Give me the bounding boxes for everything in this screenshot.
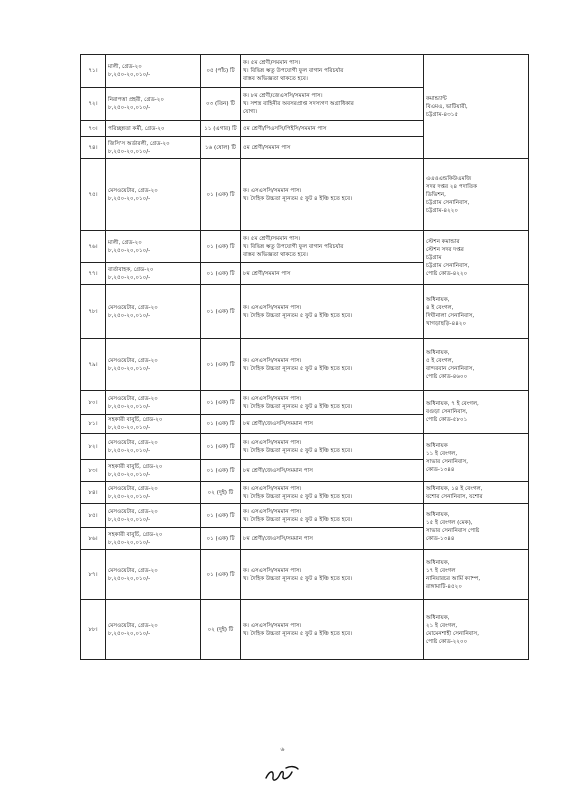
serial-cell: ৮৫। — [81, 504, 106, 528]
post-cell: মেসওয়েটার, গ্রেড-২০ ৮,২৫০-২০,০১০/- — [106, 550, 201, 600]
address-cell: অধিনায়ক, ৭ ই বেংগল, বগুড়া সেনানিবাস, পোষ্ট কোড-৫৮০১ — [424, 391, 529, 434]
address-cell: অধিনায়ক, ১৫ ই বেংগল (মেক), সাভার সেনানিবাস পোষ্ট কোড-১৩৪৪ — [424, 504, 529, 550]
post-cell: পরিচ্ছন্নতা কর্মী, গ্রেড-২০ — [106, 121, 201, 137]
post-cell: মেসওয়েটার, গ্রেড-২০ ৮,২৫০-২০,০১০/- — [106, 285, 201, 339]
address-cell: অধিনায়ক, ১৭ ই বেংগল নানিয়ারচর আর্মি ক্যাম্প, রাঙ্গামাটি-৪৫২০ — [424, 550, 529, 600]
address-cell: অধিনায়ক, ৪ ই বেংগল, দিঘীনালা সেনানিবাস, খাগড়াছড়ি-৪৪২০ — [424, 285, 529, 339]
table-row — [81, 391, 529, 415]
qualification-cell: ক। এসএসসি/সমমান পাস। খ। দৈহিক উচ্চতা ন্যূনতম ৫ ফুট ৪ ইঞ্চি হতে হবে। — [241, 285, 424, 339]
count-cell: ০১ (এক) টি — [201, 434, 241, 460]
count-cell: ০১ (এক) টি — [201, 231, 241, 263]
table-row — [81, 482, 529, 504]
count-cell: ০৫ (পাঁচ) টি — [201, 55, 241, 88]
serial-cell: ৭৪। — [81, 137, 106, 159]
qualification-cell: ক। এসএসসি/সমমান পাস। খ। দৈহিক উচ্চতা ন্যূনতম ৫ ফুট ৪ ইঞ্চি হতে হবে। — [241, 339, 424, 391]
qualification-cell: ৮ম শ্রেণী/জেএসসি/সমমান পাস — [241, 528, 424, 550]
address-cell: অধিনায়ক, ১৪ ই বেংগল, যশোর সেনানিবাস, যশোর — [424, 482, 529, 504]
post-cell: মেসওয়েটার, গ্রেড-২০ ৮,২৫০-২০,০১০/- — [106, 600, 201, 660]
recruitment-table — [80, 54, 529, 660]
count-cell: ০১ (এক) টি — [201, 415, 241, 434]
qualification-cell: ক। ৫ম শ্রেণী/সমমান পাস। খ। বিভিন্ন ঋতু উপযোগী ফুল বাগান পরিচর্যার বাস্তব অভিজ্ঞতা থাকতে হবে। — [241, 231, 424, 263]
count-cell: ০১ (এক) টি — [201, 159, 241, 231]
post-cell: মেসওয়েটার, গ্রেড-২০ ৮,২৫০-২০,০১০/- — [106, 339, 201, 391]
count-cell: ০২ (দুই) টি — [201, 600, 241, 660]
qualification-cell: ক। এসএসসি/সমমান পাস। খ। দৈহিক উচ্চতা ন্যূনতম ৫ ফুট ৪ ইঞ্চি হতে হবে। — [241, 159, 424, 231]
serial-cell: ৭৭। — [81, 263, 106, 285]
serial-cell: ৭৫। — [81, 159, 106, 231]
count-cell: ০৩ (তিন) টি — [201, 88, 241, 121]
serial-cell: ৭৯। — [81, 339, 106, 391]
count-cell: ০১ (এক) টি — [201, 528, 241, 550]
address-cell: কমান্ড্যান্ট বিএমএ, ভাটিয়ারী, চট্টগ্রাম-৪৩১৫ — [424, 55, 529, 159]
qualification-cell: ক। এসএসসি/সমমান পাস। খ। দৈহিক উচ্চতা ন্যূনতম ৫ ফুট ৪ ইঞ্চি হতে হবে। — [241, 550, 424, 600]
count-cell: ০১ (এক) টি — [201, 263, 241, 285]
serial-cell: ৭২। — [81, 88, 106, 121]
qualification-cell: ক। এসএসসি/সমমান পাস। খ। দৈহিক উচ্চতা ন্যূনতম ৫ ফুট ৪ ইঞ্চি হতে হবে। — [241, 391, 424, 415]
serial-cell: ৮১। — [81, 415, 106, 434]
address-cell: স্টেশন কমান্ডার স্টেশন সদর দপ্তর চট্টগ্রাম চট্টগ্রাম সেনানিবাস, পোষ্ট কোড-৪২২০ — [424, 231, 529, 285]
qualification-cell: ক। এসএসসি/সমমান পাস। খ। দৈহিক উচ্চতা ন্যূনতম ৫ ফুট ৪ ইঞ্চি হতে হবে। — [241, 600, 424, 660]
table-row — [81, 55, 529, 88]
table-row — [81, 285, 529, 339]
qualification-cell: ৫ম শ্রেণী/সমমান পাস — [241, 137, 424, 159]
post-cell: মেসওয়েটার, গ্রেড-২০ ৮,২৫০-২০,০১০/- — [106, 482, 201, 504]
table-row — [81, 434, 529, 460]
serial-cell: ৮৬। — [81, 528, 106, 550]
qualification-cell: ক। এসএসসি/সমমান পাস। খ। দৈহিক উচ্চতা ন্যূনতম ৫ ফুট ৪ ইঞ্চি হতে হবে। — [241, 504, 424, 528]
qualification-cell: ক। এসএসসি/সমমান পাস। খ। দৈহিক উচ্চতা ন্যূনতম ৫ ফুট ৪ ইঞ্চি হতে হবে। — [241, 482, 424, 504]
table-row — [81, 339, 529, 391]
qualification-cell: ক। ৮ম শ্রেণী/জেএসসি/সমমান পাস। খ। সশস্ত্র বাহিনীর অবসরপ্রাপ্ত সদস্যগণ অগ্রাধিকার যোগ্য। — [241, 88, 424, 121]
page-number: ৬ — [280, 746, 285, 753]
table-row — [81, 159, 529, 231]
serial-cell: ৮৩। — [81, 460, 106, 482]
table-row — [81, 504, 529, 528]
post-cell: মেসওয়েটার, গ্রেড-২০ ৮,২৫০-২০,০১০/- — [106, 159, 201, 231]
qualification-cell: ৮ম শ্রেণী/সমমান পাস — [241, 263, 424, 285]
post-cell: সহকারী বাবুর্চি, গ্রেড-২০ ৮,২৫০-২০,০১০/- — [106, 528, 201, 550]
count-cell: ১৬ (ষোল) টি — [201, 137, 241, 159]
table-row — [81, 550, 529, 600]
post-cell: নিরাপত্তা প্রহরী, গ্রেড-২০ ৮,২৫০-২০,০১০/- — [106, 88, 201, 121]
qualification-cell: ৮ম শ্রেণী/জেএসসি/সমমান পাস — [241, 415, 424, 434]
serial-cell: ৭৮। — [81, 285, 106, 339]
post-cell: বার্তাবাহক, গ্রেড-২০ ৮,২৫০-২০,০১০/- — [106, 263, 201, 285]
count-cell: ০২ (দুই) টি — [201, 482, 241, 504]
count-cell: ০১ (এক) টি — [201, 339, 241, 391]
address-cell: অধিনায়ক ১১ ই বেংগল, সাভার সেনানিবাস, কোড-১৩৪৪ — [424, 434, 529, 482]
count-cell: ১১ (এগার) টি — [201, 121, 241, 137]
post-cell: মালী, গ্রেড-২০ ৮,২৫০-২০,০১০/- — [106, 231, 201, 263]
serial-cell: ৮২। — [81, 434, 106, 460]
serial-cell: ৮৮। — [81, 600, 106, 660]
post-cell: সহকারী বাবুর্চি, গ্রেড-২০ ৮,২৫০-২০,০১০/- — [106, 415, 201, 434]
signature-icon — [262, 762, 302, 786]
address-cell: এএওএন্ডকিউএমজি সদর দপ্তর ২৪ পদাতিক ডিভিশন, চট্টগ্রাম সেনানিবাস, চট্টগ্রাম-৪২২০ — [424, 159, 529, 231]
address-cell: অধিনায়ক, ৫ ই বেংগল, বান্দরবান সেনানিবাস, পোষ্ট কোড-৪৬০০ — [424, 339, 529, 391]
table-row — [81, 231, 529, 263]
post-cell: মেসওয়েটার, গ্রেড-২০ ৮,২৫০-২০,০১০/- — [106, 391, 201, 415]
qualification-cell: ৮ম শ্রেণী/জেএসসি/সমমান পাস — [241, 460, 424, 482]
count-cell: ০১ (এক) টি — [201, 391, 241, 415]
qualification-cell: ক। ৫ম শ্রেণী/সমমান পাস। খ। বিভিন্ন ঋতু উপযোগী ফুল বাগান পরিচর্যার বাস্তব অভিজ্ঞতা থাকতে হবে। — [241, 55, 424, 88]
table-row — [81, 600, 529, 660]
post-cell: মেসওয়েটার, গ্রেড-২০ ৮,২৫০-২০,০১০/- — [106, 434, 201, 460]
address-cell: অধিনায়ক, ২১ ই বেংগল, মোমেনশাহী সেনানিবাস, পোষ্ট কোড-২২০০ — [424, 600, 529, 660]
post-cell: মালী, গ্রেড-২০ ৮,২৫০-২০,০১০/- — [106, 55, 201, 88]
serial-cell: ৭৬। — [81, 231, 106, 263]
serial-cell: ৭৩। — [81, 121, 106, 137]
serial-cell: ৭১। — [81, 55, 106, 88]
qualification-cell: ৫ম শ্রেণী/পিএসসি/পিইসি/সমমান পাস — [241, 121, 424, 137]
post-cell: জিসি'স অর্ডারলী, গ্রেড-২০ ৮,২৫০-২০,০১০/- — [106, 137, 201, 159]
count-cell: ০১ (এক) টি — [201, 550, 241, 600]
count-cell: ০১ (এক) টি — [201, 460, 241, 482]
post-cell: সহকারী বাবুর্চি, গ্রেড-২০ ৮,২৫০-২০,০১০/- — [106, 460, 201, 482]
serial-cell: ৮০। — [81, 391, 106, 415]
post-cell: মেসওয়েটার, গ্রেড-২০ ৮,২৫০-২০,০১০/- — [106, 504, 201, 528]
qualification-cell: ক। এসএসসি/সমমান পাস। খ। দৈহিক উচ্চতা ন্যূনতম ৫ ফুট ৪ ইঞ্চি হতে হবে। — [241, 434, 424, 460]
count-cell: ০১ (এক) টি — [201, 504, 241, 528]
serial-cell: ৮৪। — [81, 482, 106, 504]
count-cell: ০১ (এক) টি — [201, 285, 241, 339]
serial-cell: ৮৭। — [81, 550, 106, 600]
